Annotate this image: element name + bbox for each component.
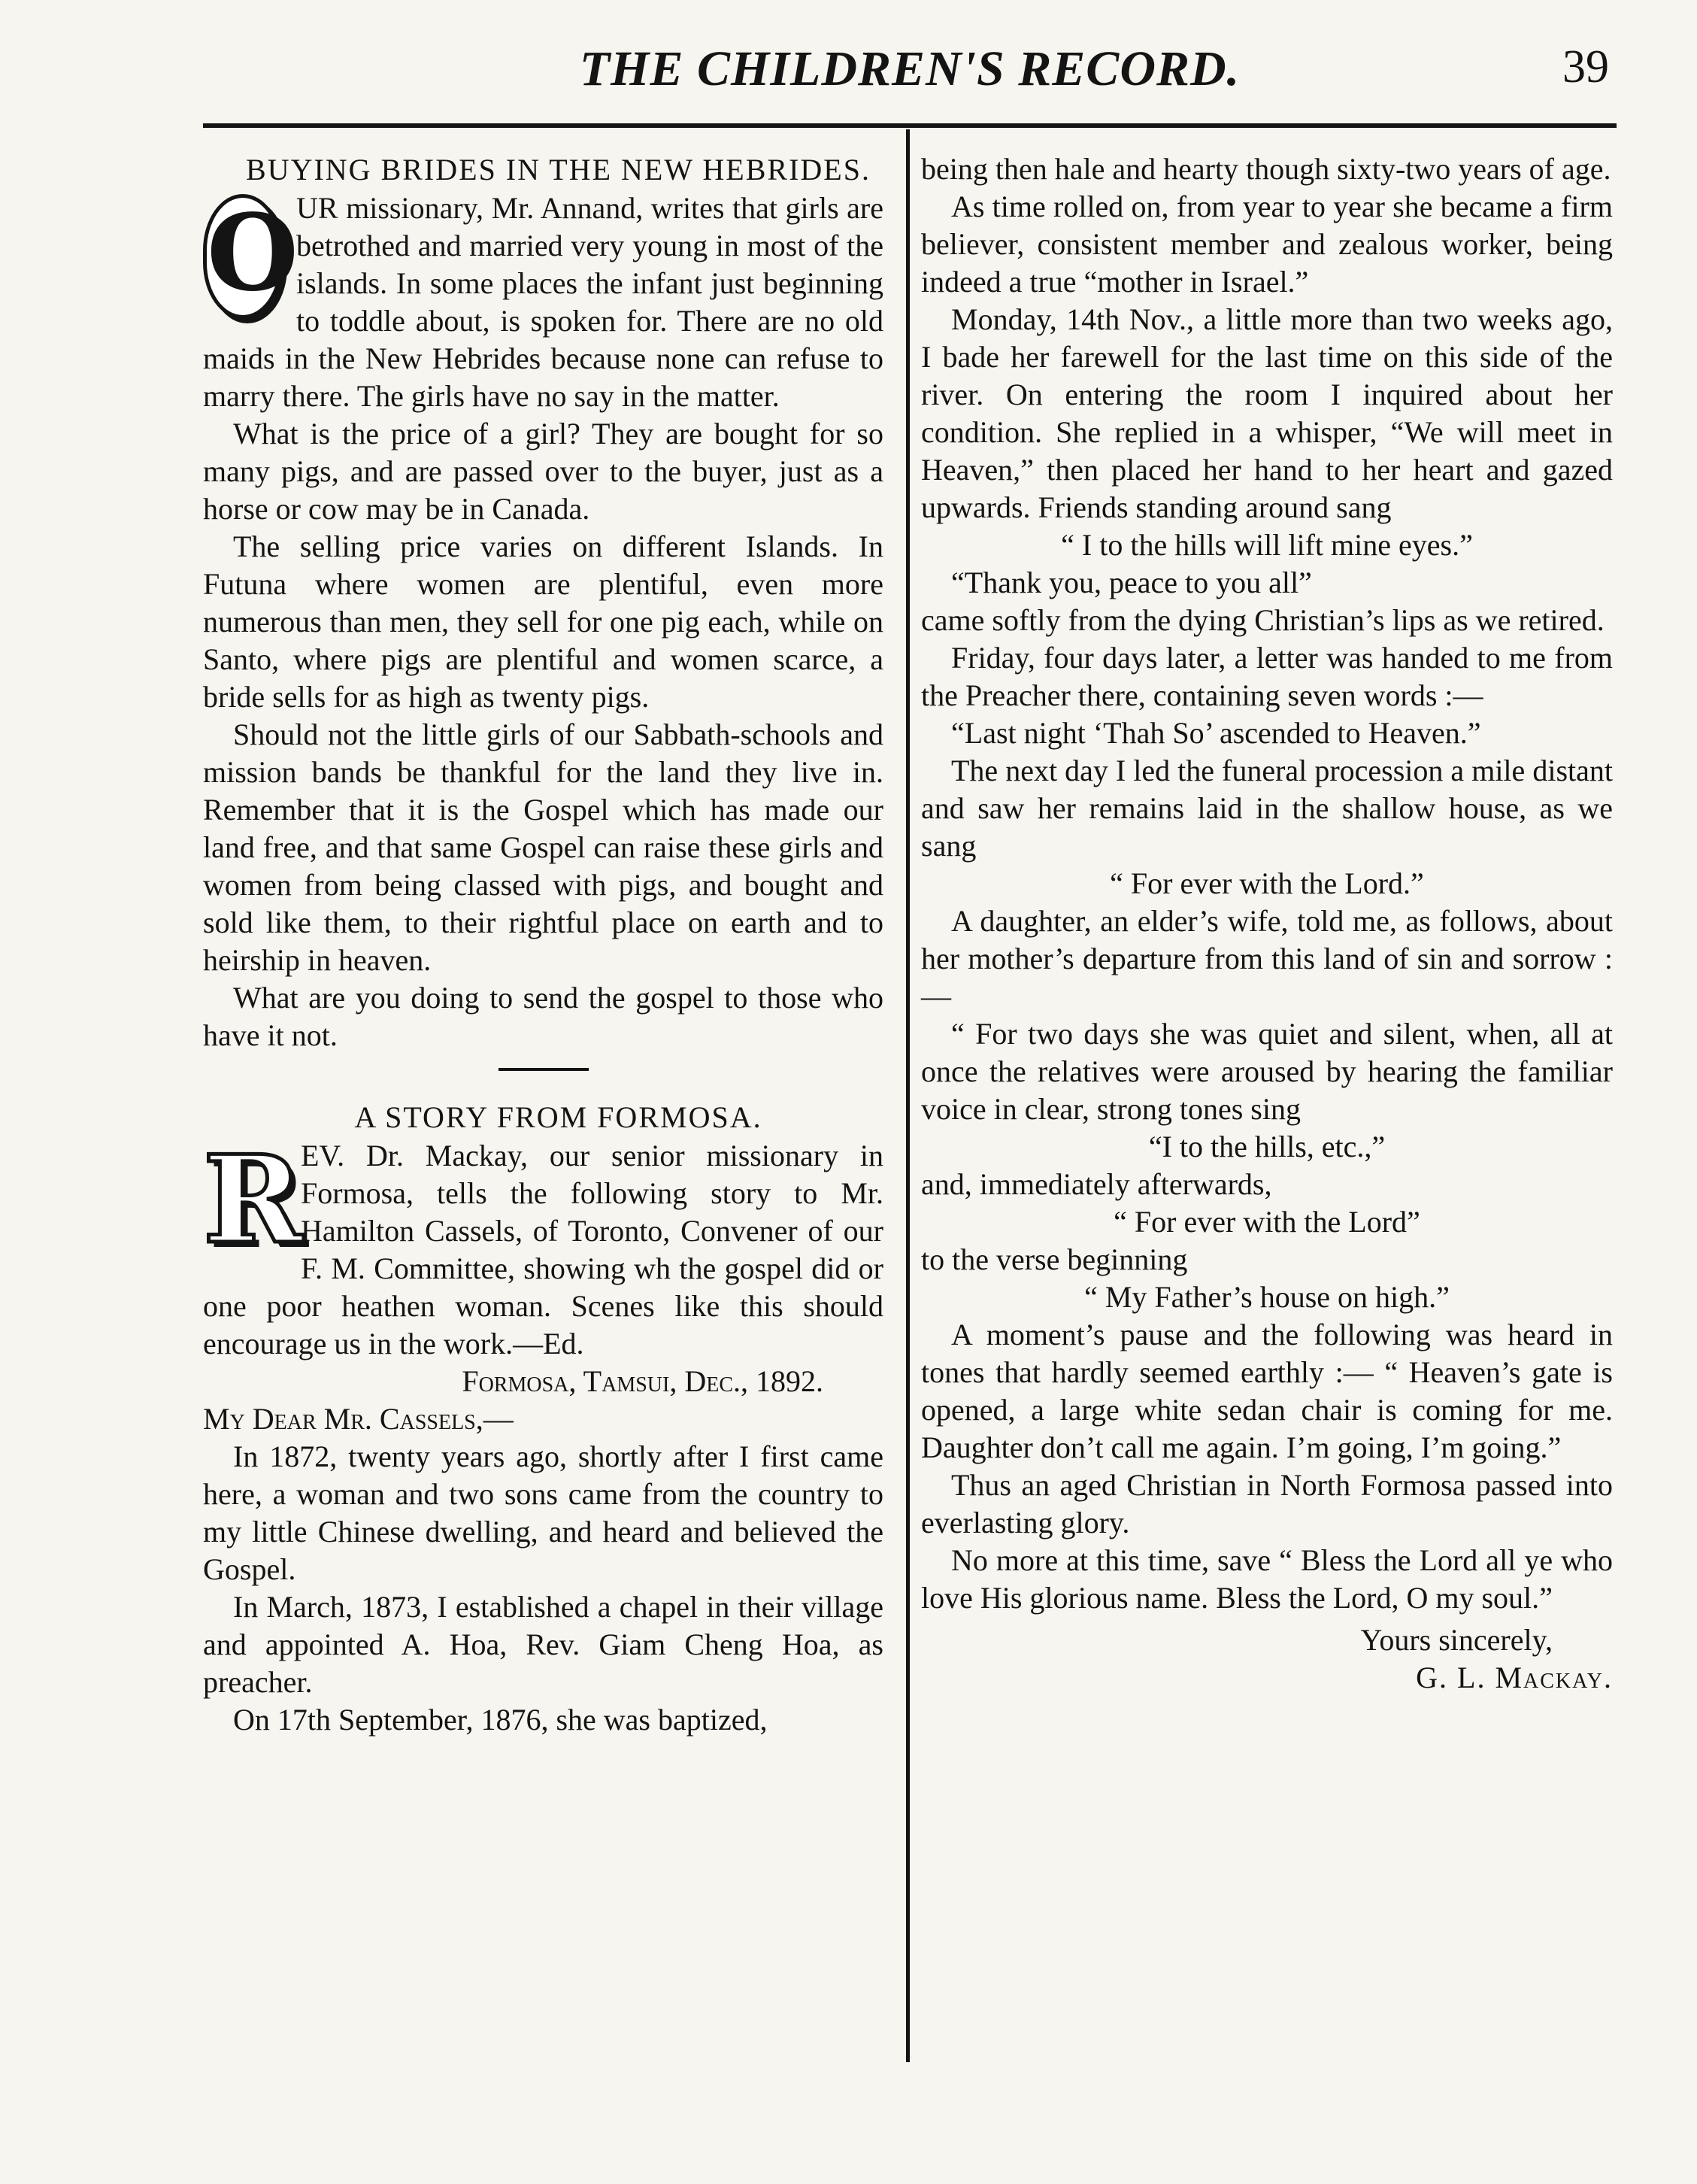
article-paragraph: Friday, four days later, a letter was handed to me from the Preacher there, containing seven words :—	[921, 641, 1613, 712]
article-paragraph: Monday, 14th Nov., a little more than two weeks ago, I bade her farewell for the last time on this side of the river. On entering the room I inquired about her condition. She replied in a whisper, “We will meet in Heaven,” then placed her hand to her heart and gazed upwards. Friends standing around sang	[921, 302, 1613, 524]
article-paragraph: came softly from the dying Christian’s lips as we retired.	[921, 603, 1605, 637]
quoted-line: “Last night ‘Thah So’ ascended to Heaven.”	[951, 716, 1481, 750]
article-paragraph: What is the price of a girl? They are bought for so many pigs, and are passed over to the buyer, just as a horse or cow may be in Canada.	[203, 417, 883, 526]
article-paragraph	[203, 1129, 883, 1363]
article-paragraph: What are you doing to send the gospel to those who have it not.	[203, 981, 883, 1052]
article-paragraph: being then hale and hearty though sixty-two years of age.	[921, 152, 1611, 186]
page-header	[203, 30, 1617, 113]
section-separator	[498, 1068, 589, 1071]
article-paragraph: On 17th September, 1876, she was baptized,	[233, 1703, 768, 1737]
letter-closing: Yours sincerely,	[1360, 1623, 1553, 1657]
column-divider	[906, 129, 910, 2062]
article-paragraph: A daughter, an elder’s wife, told me, as follows, about her mother’s departure from this land of sin and sorrow :—	[921, 904, 1613, 1013]
article-paragraph: The selling price varies on different Islands. In Futuna where women are plentiful, even more numerous than men, they sell for one pig each, while on Santo, where pigs are plentiful and women scarce, a bride sells for as high as twenty pigs.	[203, 529, 883, 714]
article-story-from-formosa	[203, 1098, 883, 1739]
article-paragraph: and, immediately afterwards,	[921, 1167, 1272, 1201]
right-column	[921, 150, 1613, 1697]
hymn-line: “ I to the hills will lift mine eyes.”	[1061, 528, 1473, 562]
article-paragraph: In 1872, twenty years ago, shortly after I first came here, a woman and two sons came from the country to my little Chinese dwelling, and heard and believed the Gospel.	[203, 1439, 883, 1586]
hymn-line: “ For ever with the Lord”	[1114, 1205, 1420, 1239]
article-heading: BUYING BRIDES IN THE NEW HEBRIDES.	[246, 153, 871, 187]
article-paragraph: A moment’s pause and the following was heard in tones that hardly seemed earthly :— “ Heaven’s gate is opened, a large white sedan chair is coming for me. Daughter don’t call me again. I’m going, I’m going.”	[921, 1318, 1613, 1464]
article-paragraph: Should not the little girls of our Sabbath-schools and mission bands be thankful for the land they live in. Remember that it is the Gospel which has made our land free, and that same Gospel can raise these girls and women from being classed with pigs, and bought and sold like them, to their rightful place on earth and to heirship in heaven.	[203, 717, 883, 977]
article-paragraph: “ For two days she was quiet and silent, when, all at once the relatives were aroused by hearing the familiar voice in clear, strong tones sing	[921, 1017, 1613, 1126]
letter-dateline: Formosa, Tamsui, Dec., 1892.	[462, 1364, 823, 1398]
left-column	[203, 150, 883, 1739]
article-paragraph: Thus an aged Christian in North Formosa passed into everlasting glory.	[921, 1468, 1613, 1539]
article-paragraph	[203, 190, 883, 415]
letter-salutation: My Dear Mr. Cassels,—	[203, 1402, 514, 1436]
letter-signature: G. L. Mackay.	[1416, 1661, 1613, 1694]
article-paragraph: The next day I led the funeral procession a mile distant and saw her remains laid in the shallow house, as we sang	[921, 754, 1613, 863]
hymn-line: “ My Father’s house on high.”	[1084, 1280, 1450, 1314]
article-paragraph: to the verse beginning	[921, 1242, 1188, 1276]
page-number: 39	[1562, 41, 1609, 93]
quoted-line: “Thank you, peace to you all”	[951, 566, 1312, 599]
drop-cap-r: R	[203, 1129, 303, 1270]
running-title: THE CHILDREN'S RECORD.	[579, 41, 1241, 96]
paragraph-text: EV. Dr. Mackay, our senior missionary in Formosa, tells the following story to Mr. Hamilton Cassels, of Toronto, Convener of our F. M. Committee, showing wh the gospel did or one poor heathen woman. Scenes like this should encourage us in the work.—Ed.	[203, 1139, 883, 1360]
article-buying-brides	[203, 150, 883, 1054]
article-paragraph: In March, 1873, I established a chapel in their village and appointed A. Hoa, Rev. Giam Cheng Hoa, as preacher.	[203, 1590, 883, 1699]
hymn-line: “I to the hills, etc.,”	[1148, 1130, 1386, 1163]
article-paragraph: As time rolled on, from year to year she became a firm believer, consistent member and zealous worker, being indeed a true “mother in Israel.”	[921, 190, 1613, 299]
hymn-line: “ For ever with the Lord.”	[1110, 866, 1424, 900]
drop-cap-o: O	[203, 194, 283, 319]
paragraph-text: UR missionary, Mr. Annand, writes that girls are betrothed and married very young in most of the islands. In some places the infant just beginning to toddle about, is spoken for. There are no old maids in the New Hebrides because none can refuse to marry there. The girls have no say in the matter.	[203, 191, 883, 413]
article-heading: A STORY FROM FORMOSA.	[354, 1100, 762, 1134]
article-paragraph: No more at this time, save “ Bless the Lord all ye who love His glorious name. Bless the Lord, O my soul.”	[921, 1543, 1613, 1615]
header-rule	[203, 123, 1617, 128]
